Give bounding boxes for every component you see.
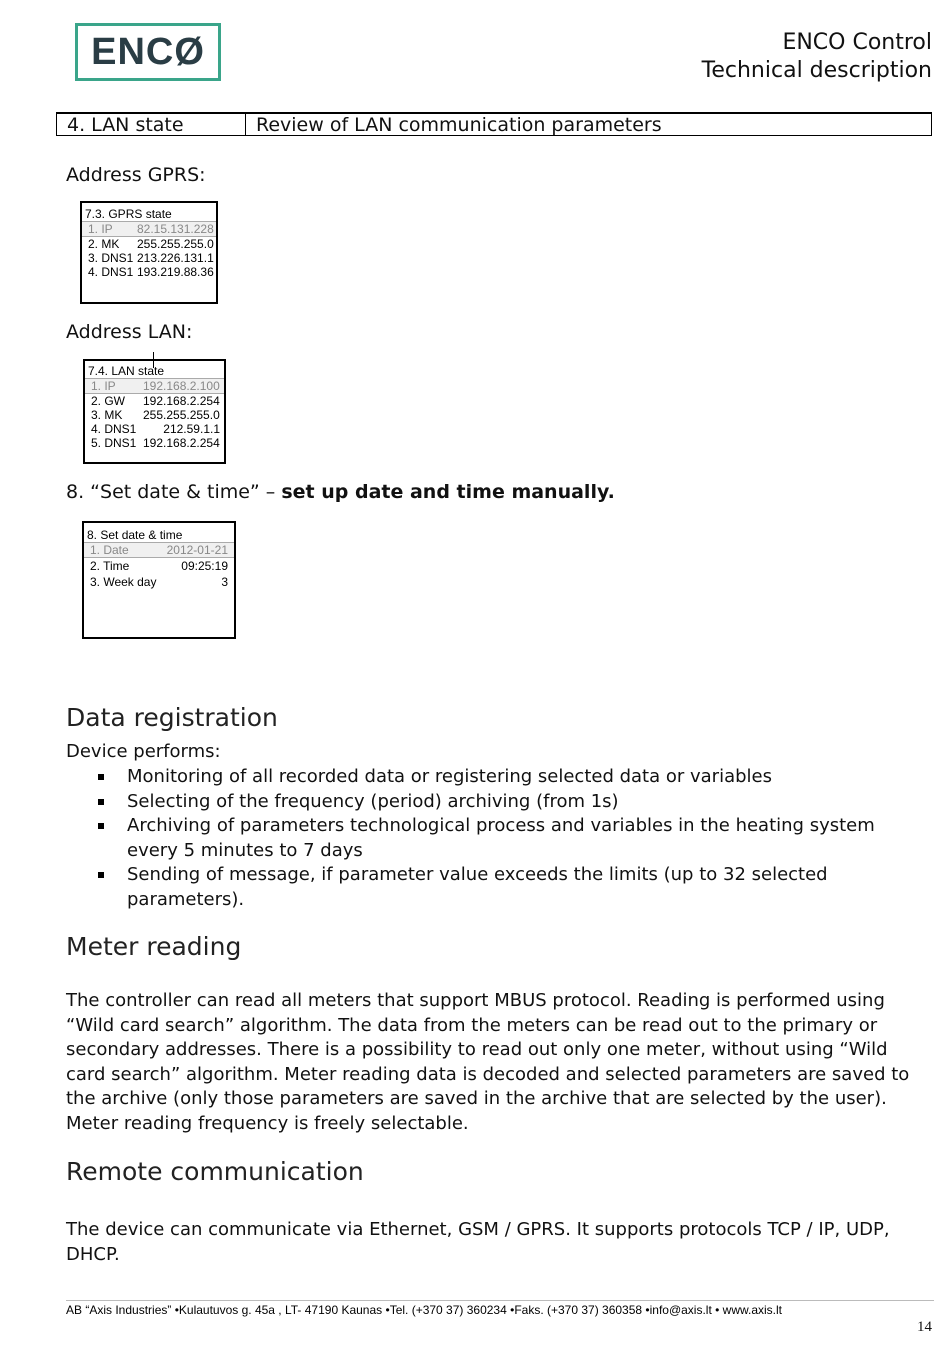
- gprs-label: Address GPRS:: [66, 164, 206, 186]
- datetime-screen: [82, 521, 236, 639]
- screen-row: 1. Date 2012-01-21: [84, 542, 234, 558]
- screen-title: 8. Set date & time: [87, 528, 183, 542]
- data-registration-heading: Data registration: [66, 703, 278, 732]
- footer-divider: [66, 1300, 934, 1301]
- screen-row: 1. IP 82.15.131.228: [82, 221, 216, 237]
- footer-contact: AB “Axis Industries” •Kulautuvos g. 45a , LT- 47190 Kaunas •Tel. (+370 37) 360234 •Faks. (+370 37) 360358 •info@axis.lt • www.axis.lt: [66, 1303, 783, 1317]
- screen-row: 3. MK 255.255.255.0: [91, 408, 220, 422]
- screen-title: 7.4. LAN state: [88, 364, 165, 378]
- meter-reading-text: The controller can read all meters that support MBUS protocol. Reading is performed using “Wild card search” algorithm. The data from the meters can be read out to the primary or secondary addresses. There is a possibility to read out only one meter, without using “Wild card search” algorithm. Meter reading data is decoded and selected parameters are saved to the archive (only those parameters are saved in the archive that are selected by the user). Meter reading frequency is freely selectable.: [66, 990, 910, 1134]
- menu-item: 4. LAN state: [57, 114, 246, 135]
- remote-communication-heading: Remote communication: [66, 1157, 364, 1186]
- lan-label: Address LAN:: [66, 321, 193, 343]
- list-item: Selecting of the frequency (period) archiving (from 1s): [96, 790, 926, 815]
- menu-row: [56, 112, 932, 136]
- enco-logo: [75, 23, 221, 81]
- doc-title: ENCO Control: [782, 30, 932, 55]
- doc-subtitle: Technical description: [701, 58, 932, 83]
- logo-text: ENCØ: [91, 30, 205, 73]
- screen-row: 2. GW 192.168.2.254: [91, 394, 220, 408]
- screen-row: 3. Week day 3: [90, 575, 228, 589]
- remote-communication-text: The device can communicate via Ethernet, GSM / GPRS. It supports protocols TCP / IP, UDP, DHCP.: [66, 1219, 890, 1265]
- list-item: Sending of message, if parameter value exceeds the limits (up to 32 selected parameters).: [96, 863, 926, 912]
- screen-row: 2. Time 09:25:19: [90, 559, 228, 573]
- data-registration-intro: Device performs:: [66, 741, 221, 762]
- datetime-heading: 8. “Set date & time” – set up date and time manually.: [66, 481, 615, 503]
- list-item: Archiving of parameters technological process and variables in the heating system every 5 minutes to 7 days: [96, 814, 926, 863]
- screen-title: 7.3. GPRS state: [85, 207, 172, 221]
- meter-reading-heading: Meter reading: [66, 932, 242, 961]
- lan-screen: [83, 359, 226, 464]
- screen-row: 5. DNS1 192.168.2.254: [91, 436, 220, 450]
- gprs-screen: [80, 201, 218, 304]
- page-number: 14: [917, 1319, 932, 1335]
- menu-description: Review of LAN communication parameters: [256, 114, 662, 136]
- screen-row: 4. DNS1 193.219.88.36: [88, 265, 214, 279]
- screen-row: 4. DNS1 212.59.1.1: [91, 422, 220, 436]
- list-item: Monitoring of all recorded data or registering selected data or variables: [96, 765, 926, 790]
- screen-row: 2. MK 255.255.255.0: [88, 237, 214, 251]
- data-registration-list: [96, 765, 926, 912]
- screen-row: 3. DNS1 213.226.131.1: [88, 251, 214, 265]
- screen-row: 1. IP 192.168.2.100: [85, 378, 224, 394]
